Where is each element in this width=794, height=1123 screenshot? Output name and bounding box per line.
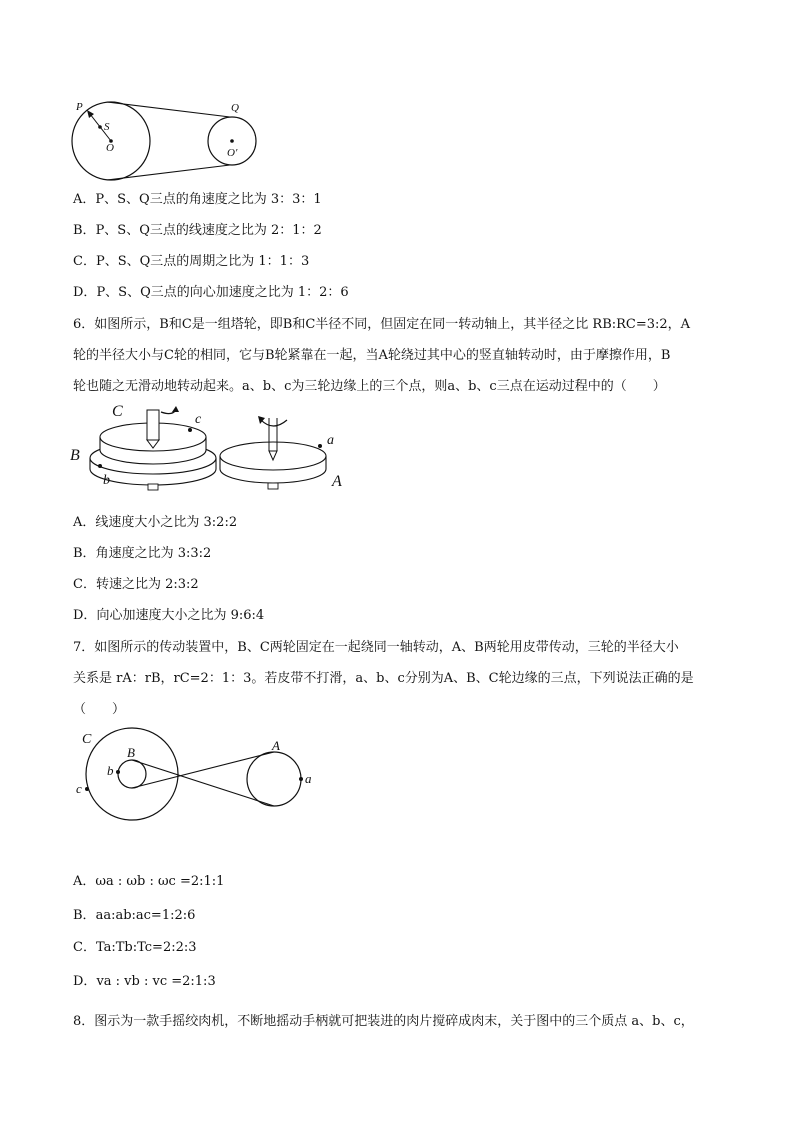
point-a [299, 777, 303, 781]
point-c [85, 787, 89, 791]
label-c-point: c [195, 412, 202, 427]
q6-option-b: B．角速度之比为 3:3:2 [73, 546, 212, 561]
arrow-head [87, 110, 94, 118]
point-o-prime [230, 139, 234, 143]
q6-stem-line1: 6．如图所示，B和C是一组塔轮，即B和C半径不同，但固定在同一转动轴上，其半径之比 RB:RC=3:2，A [73, 317, 691, 332]
rotate-arrow-c-head [172, 406, 179, 412]
label-c-wheel: C [82, 732, 92, 747]
q7-option-a: A．ωa : ωb : ωc =2:1:1 [73, 874, 225, 889]
q7-stem-line1: 7．如图所示的传动装置中，B、C两轮固定在一起绕同一轴转动，A、B两轮用皮带传动，三轮的半径大小 [73, 640, 679, 655]
axle-bc-bottom [148, 484, 158, 490]
rotate-arrow-a [261, 420, 287, 426]
label-o-prime: O′ [227, 147, 238, 159]
label-b-wheel: B [70, 447, 80, 464]
tower-wheel-figure [68, 396, 358, 506]
label-c-point: c [76, 781, 82, 796]
point-b [116, 770, 120, 774]
point-c [188, 428, 192, 432]
belt-pulley-figure [60, 96, 280, 181]
wheel-a [247, 752, 301, 806]
q6-stem-line2: 轮的半径大小与C轮的相同，它与B轮紧靠在一起，当A轮绕过其中心的竖直轴转动时，由于摩擦作用，B [73, 348, 671, 363]
label-b-point: b [103, 473, 110, 488]
label-a-point: a [327, 433, 334, 448]
q7-option-c: C．Ta:Tb:Tc=2:2:3 [73, 940, 197, 955]
wheel-b [118, 760, 146, 788]
belt-bottom [107, 165, 230, 180]
q6-option-d: D．向心加速度大小之比为 9:6:4 [73, 608, 265, 623]
q5-option-a: A．P、S、Q三点的角速度之比为 3：3：1 [73, 192, 322, 207]
q6-option-c: C．转速之比为 2:3:2 [73, 577, 199, 592]
q5-option-c: C．P、S、Q三点的周期之比为 1：1：3 [73, 254, 310, 269]
label-q: Q [231, 102, 239, 114]
label-b-wheel: B [127, 745, 135, 760]
q5-option-d: D．P、S、Q三点的向心加速度之比为 1：2：6 [73, 285, 349, 300]
q7-stem-line2: 关系是 rA：rB，rC=2：1：3。若皮带不打滑，a、b、c分别为A、B、C轮边缘的三点，下列说法正确的是 [73, 671, 694, 686]
point-a [318, 444, 322, 448]
label-o: O [106, 142, 114, 154]
point-s [98, 125, 102, 129]
label-a-wheel: A [332, 473, 342, 490]
q8-stem-line1: 8．图示为一款手摇绞肉机，不断地摇动手柄就可把装进的肉片搅碎成肉末，关于图中的三个质点 a、b、c， [73, 1014, 694, 1029]
label-b-point: b [107, 763, 114, 778]
q5-option-b: B．P、S、Q三点的线速度之比为 2：1：2 [73, 223, 322, 238]
label-p: P [76, 101, 83, 113]
label-a-point: a [305, 771, 312, 786]
shaft-bc [147, 410, 159, 440]
label-s: S [104, 121, 110, 133]
label-a-wheel: A [272, 738, 280, 753]
belt-top [107, 102, 230, 117]
q7-option-b: B．aa:ab:ac=1:2:6 [73, 908, 196, 923]
label-c-wheel: C [112, 403, 123, 420]
q7-stem-line3: （ ） [73, 702, 126, 717]
q6-stem-line3: 轮也随之无滑动地转动起来。a、b、c为三轮边缘上的三个点，则a、b、c三点在运动过程中的（ ） [73, 379, 666, 394]
axle-a-bottom [268, 483, 278, 489]
wheel-c [86, 728, 178, 820]
q7-option-d: D．va : vb : vc =2:1:3 [73, 974, 216, 989]
q6-option-a: A．线速度大小之比为 3:2:2 [73, 515, 238, 530]
transmission-figure [70, 727, 330, 827]
point-b [98, 464, 102, 468]
